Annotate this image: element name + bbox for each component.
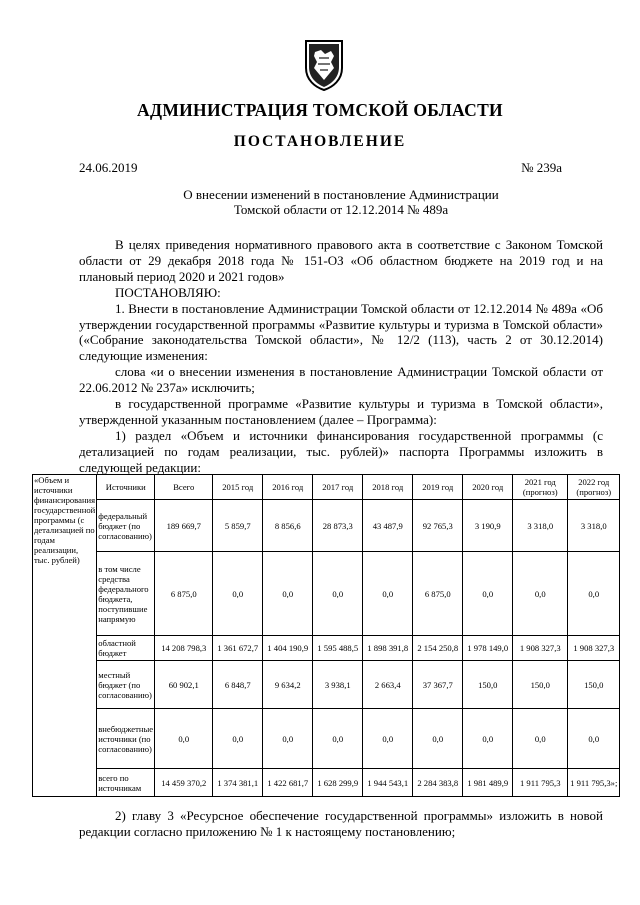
source-cell: всего по источникам [97, 769, 155, 797]
value-cell: 8 856,6 [263, 500, 313, 552]
value-cell: 6 875,0 [155, 552, 213, 636]
document-body [79, 237, 603, 476]
value-cell: 1 944 543,1 [363, 769, 413, 797]
header-cell: 2015 год [213, 475, 263, 500]
value-cell: 6 848,7 [213, 661, 263, 709]
header-cell: 2017 год [313, 475, 363, 500]
value-cell: 1 404 190,9 [263, 636, 313, 661]
table-row [33, 661, 620, 709]
value-cell: 1 422 681,7 [263, 769, 313, 797]
value-cell: 150,0 [568, 661, 620, 709]
value-cell: 43 487,9 [363, 500, 413, 552]
value-cell: 37 367,7 [413, 661, 463, 709]
value-cell: 0,0 [568, 709, 620, 769]
value-cell: 6 875,0 [413, 552, 463, 636]
value-cell: 1 978 149,0 [463, 636, 513, 661]
value-cell: 0,0 [363, 709, 413, 769]
value-cell: 3 318,0 [568, 500, 620, 552]
header-cell: Всего [155, 475, 213, 500]
document-subject [79, 187, 603, 217]
header-cell: Источники [97, 475, 155, 500]
source-cell: внебюджетные источники (по согласованию) [97, 709, 155, 769]
subject-line-1: О внесении изменений в постановление Администрации [183, 187, 499, 202]
paragraph: В целях приведения нормативного правового акта в соответствие с Законом Томской области от 29 декабря 2018 года № 151-ОЗ «Об областном бюджете на 2019 год и на плановый период 2020 и 2021 годов» [79, 237, 603, 284]
header-cell: 2016 год [263, 475, 313, 500]
table-row [33, 636, 620, 661]
header-cell: 2018 год [363, 475, 413, 500]
decree-word: ПОСТАНОВЛЯЮ: [115, 284, 221, 300]
value-cell: 1 595 488,5 [313, 636, 363, 661]
value-cell: 2 284 383,8 [413, 769, 463, 797]
paragraph: в государственной программе «Развитие культуры и туризма в Томской области», утвержденной указанным постановлением (далее – Программа): [79, 396, 603, 427]
value-cell: 189 669,7 [155, 500, 213, 552]
document-date: 24.06.2019 [79, 160, 138, 175]
value-cell: 3 190,9 [463, 500, 513, 552]
value-cell: 0,0 [213, 552, 263, 636]
value-cell: 1 361 672,7 [213, 636, 263, 661]
table-header-row [33, 475, 620, 500]
value-cell: 0,0 [513, 552, 568, 636]
value-cell: 1 981 489,9 [463, 769, 513, 797]
value-cell: 0,0 [463, 552, 513, 636]
header-cell: 2021 год (прогноз) [513, 475, 568, 500]
header-cell: 2022 год (прогноз) [568, 475, 620, 500]
source-cell: в том числе средства федерального бюджета, поступившие напрямую [97, 552, 155, 636]
value-cell: 0,0 [313, 552, 363, 636]
value-cell: 0,0 [263, 709, 313, 769]
value-cell: 1 911 795,3 [513, 769, 568, 797]
coat-of-arms-emblem [303, 38, 345, 92]
document-type: ПОСТАНОВЛЕНИЕ [233, 133, 407, 150]
paragraph: 1. Внести в постановление Администрации Томской области от 12.12.2014 № 489а «Об утверждении государственной программы «Развитие культуры и туризма в Томской области» («Собрание законодательства Томской области», № 12/2 (113), часть 2 от 30.12.2014) следующие изменения: [79, 300, 603, 364]
paragraph: 1) раздел «Объем и источники финансирования государственной программы (с детализацией по годам реализации, тыс. рублей)» паспорта Программы изложить в следующей редакции: [79, 427, 603, 475]
table-row [33, 769, 620, 797]
value-cell: 0,0 [155, 709, 213, 769]
value-cell: 150,0 [463, 661, 513, 709]
value-cell: 3 318,0 [513, 500, 568, 552]
table-row [33, 709, 620, 769]
header-cell: 2019 год [413, 475, 463, 500]
value-cell: 0,0 [213, 709, 263, 769]
subject-line-2: Томской области от 12.12.2014 № 489а [233, 202, 449, 217]
value-cell: 2 154 250,8 [413, 636, 463, 661]
value-cell: 1 374 381,1 [213, 769, 263, 797]
value-cell: 14 208 798,3 [155, 636, 213, 661]
value-cell: 1 908 327,3 [513, 636, 568, 661]
value-cell: 2 663,4 [363, 661, 413, 709]
value-cell: 92 765,3 [413, 500, 463, 552]
table-row [33, 500, 620, 552]
document-number: № 239а [521, 160, 562, 175]
row-label-cell: «Объем и источники финансирования государственной программы (с детализацией по годам реализации, тыс. рублей) [33, 475, 97, 797]
value-cell: 0,0 [313, 709, 363, 769]
value-cell: 0,0 [363, 552, 413, 636]
source-cell: федеральный бюджет (по согласованию) [97, 500, 155, 552]
source-cell: областной бюджет [97, 636, 155, 661]
value-cell: 9 634,2 [263, 661, 313, 709]
value-cell: 14 459 370,2 [155, 769, 213, 797]
value-cell: 5 859,7 [213, 500, 263, 552]
value-cell: 0,0 [413, 709, 463, 769]
table-row [33, 552, 620, 636]
document-tail [79, 808, 603, 840]
value-cell: 1 898 391,8 [363, 636, 413, 661]
value-cell: 0,0 [568, 552, 620, 636]
value-cell: 150,0 [513, 661, 568, 709]
source-cell: местный бюджет (по согласованию) [97, 661, 155, 709]
value-cell: 1 908 327,3 [568, 636, 620, 661]
value-cell: 3 938,1 [313, 661, 363, 709]
value-cell: 0,0 [263, 552, 313, 636]
value-cell: 1 628 299,9 [313, 769, 363, 797]
financing-table [32, 474, 620, 797]
organization-title: АДМИНИСТРАЦИЯ ТОМСКОЙ ОБЛАСТИ [137, 100, 503, 120]
value-cell: 0,0 [463, 709, 513, 769]
value-cell: 1 911 795,3»; [568, 769, 620, 797]
paragraph: 2) главу 3 «Ресурсное обеспечение государственной программы» изложить в новой редакции согласно приложению № 1 к настоящему постановлению; [79, 808, 603, 839]
value-cell: 60 902,1 [155, 661, 213, 709]
value-cell: 28 873,3 [313, 500, 363, 552]
paragraph: слова «и о внесении изменения в постановление Администрации Томской области от 22.06.2012 № 237а» исключить; [79, 364, 603, 396]
header-cell: 2020 год [463, 475, 513, 500]
value-cell: 0,0 [513, 709, 568, 769]
